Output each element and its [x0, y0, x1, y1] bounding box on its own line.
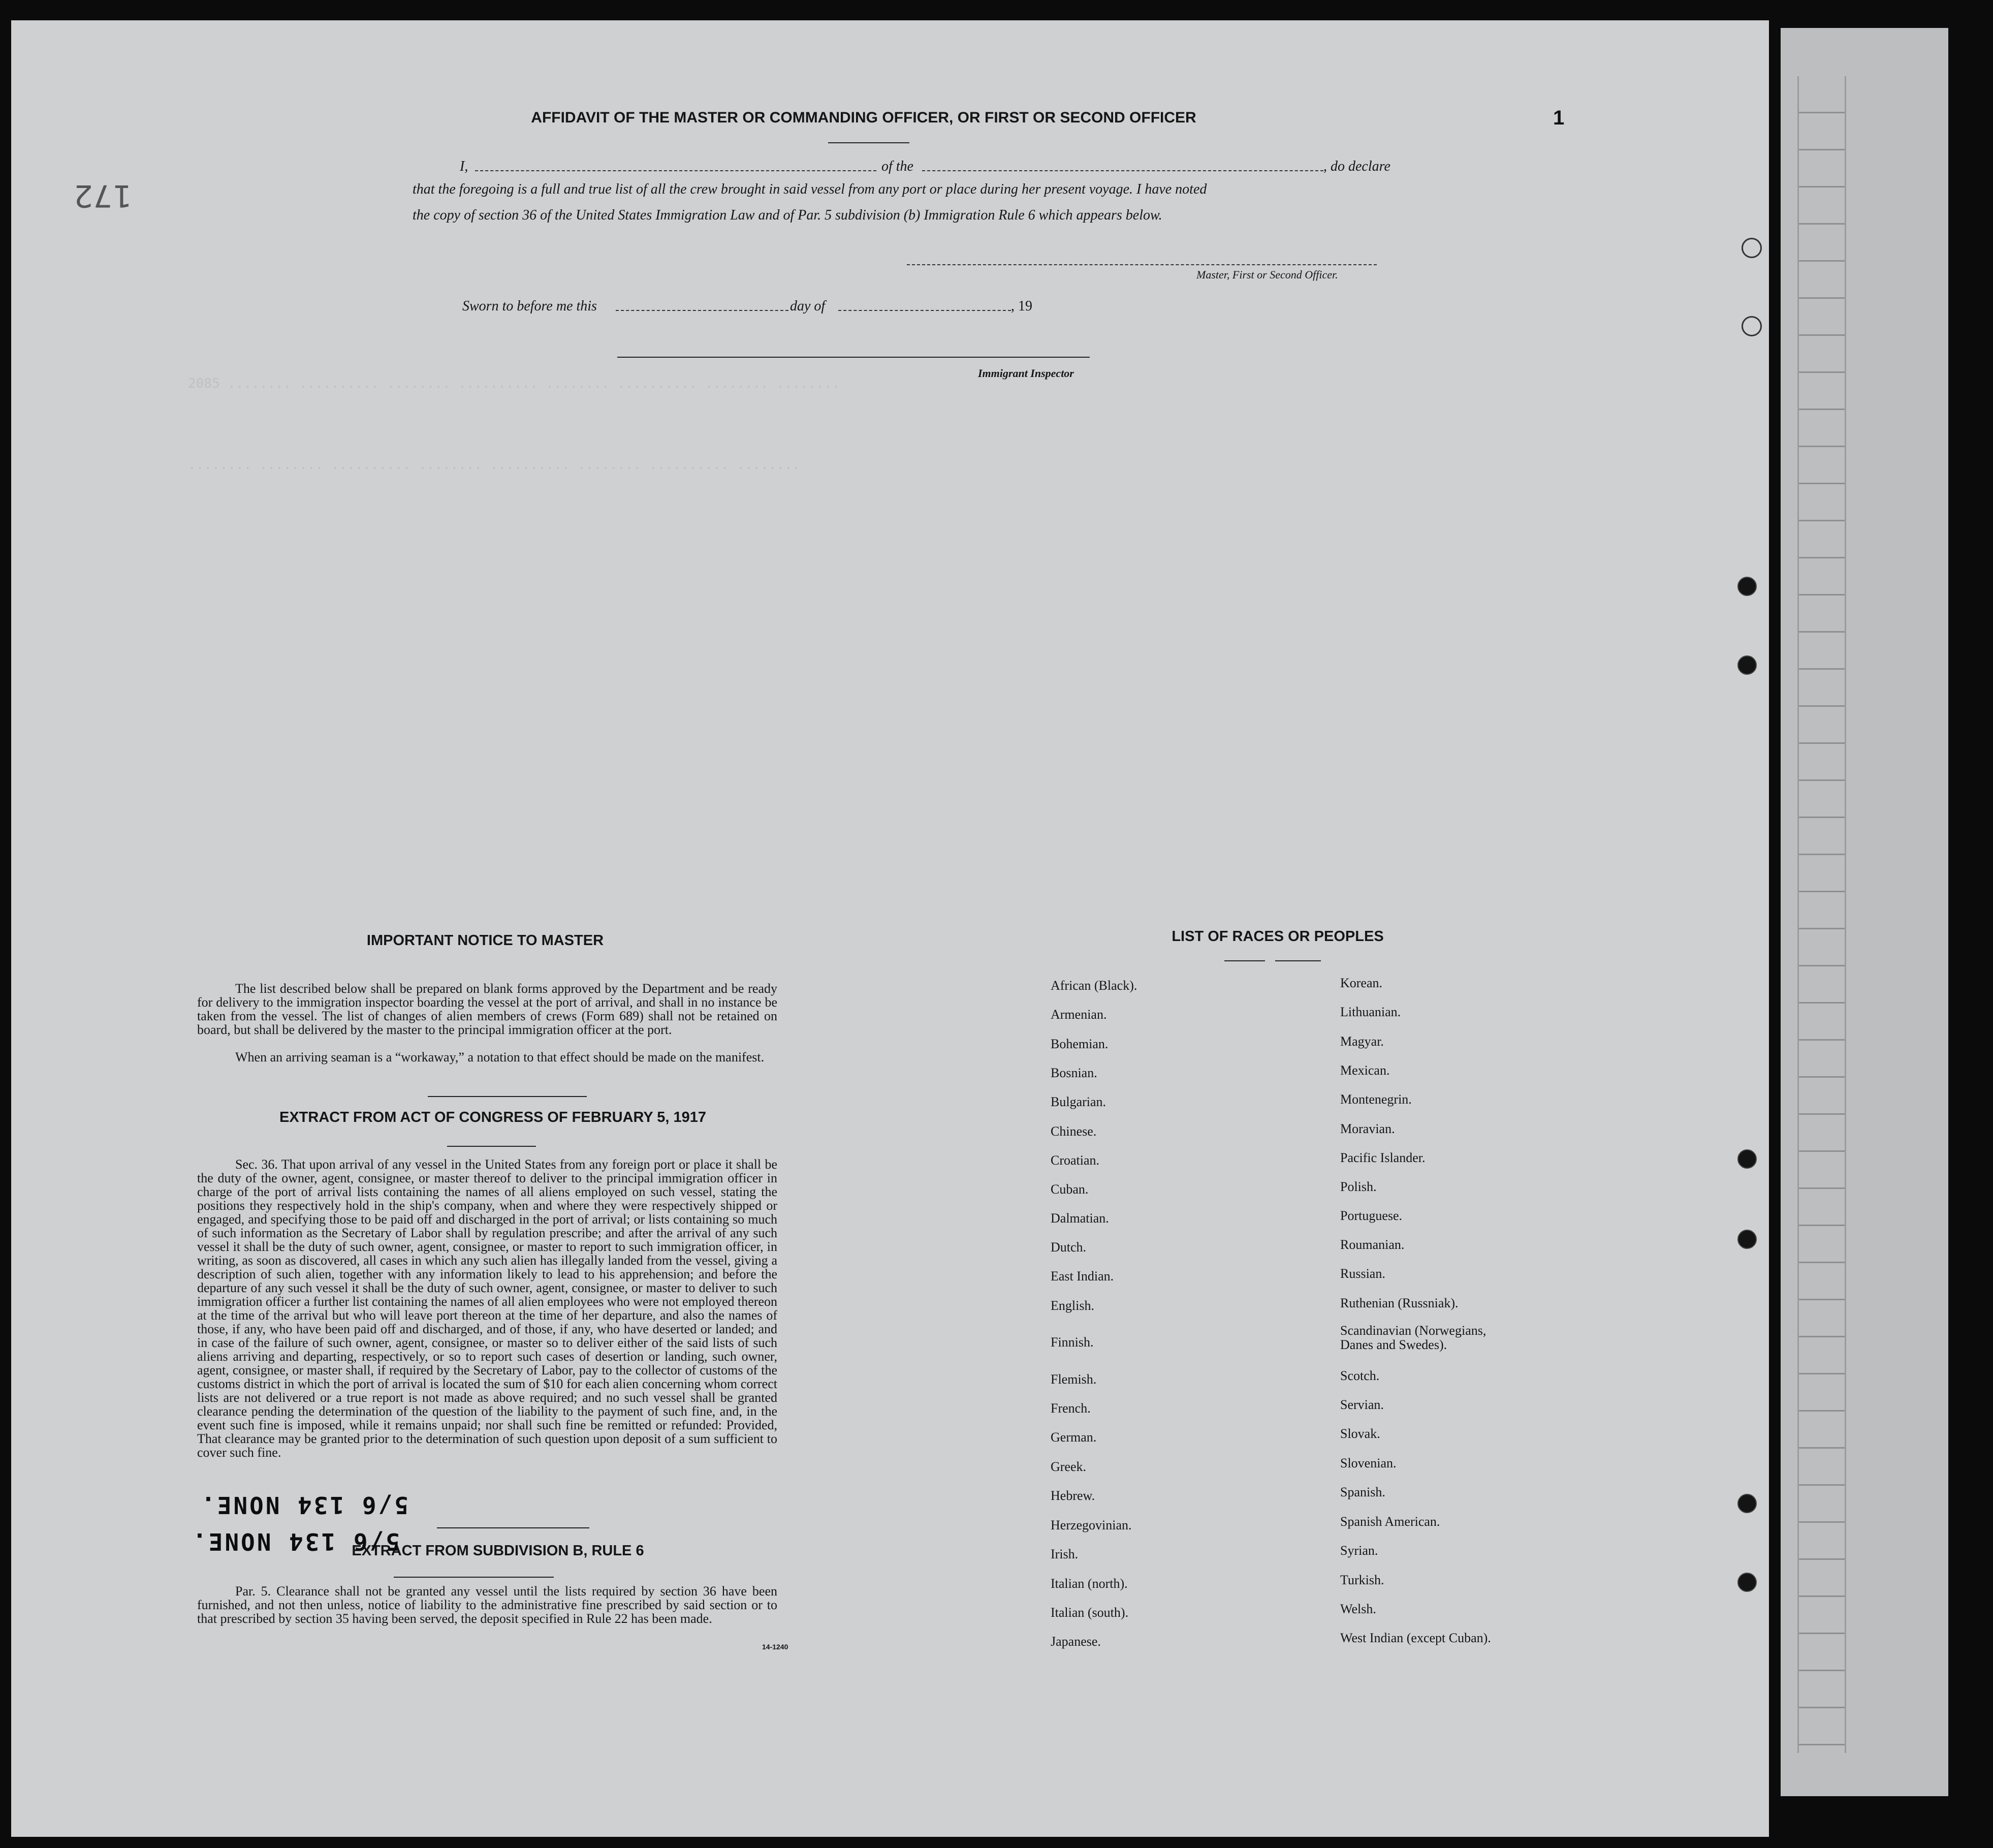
race-item: Bulgarian. [1051, 1094, 1106, 1109]
race-item: Moravian. [1340, 1121, 1395, 1136]
race-item: Portuguese. [1340, 1208, 1403, 1223]
notice-heading: IMPORTANT NOTICE TO MASTER [366, 932, 604, 949]
race-item: Russian. [1340, 1266, 1385, 1281]
signature-blank [907, 264, 1377, 265]
race-item: Flemish. [1051, 1372, 1097, 1387]
race-item: Pacific Islander. [1340, 1150, 1426, 1165]
race-item: Dalmatian. [1051, 1211, 1109, 1226]
divider [428, 1096, 587, 1097]
name-blank [475, 170, 876, 171]
race-item: Mexican. [1340, 1063, 1390, 1078]
race-item: Chinese. [1051, 1124, 1097, 1139]
race-item: East Indian. [1051, 1269, 1114, 1283]
race-item: Roumanian. [1340, 1237, 1405, 1252]
race-item: Scandinavian (Norwegians, Danes and Swedes). [1340, 1323, 1486, 1352]
declare-line-of-the: of the [881, 159, 913, 174]
races-underline [1275, 960, 1321, 961]
act-heading: EXTRACT FROM ACT OF CONGRESS OF FEBRUARY 5, 1917 [279, 1109, 707, 1125]
race-item: Spanish. [1340, 1485, 1385, 1499]
vessel-blank [922, 170, 1323, 171]
race-item: Servian. [1340, 1397, 1384, 1412]
race-item: Montenegrin. [1340, 1092, 1412, 1107]
race-item: Herzegovinian. [1051, 1518, 1132, 1532]
race-item: Italian (south). [1051, 1605, 1129, 1620]
declare-line-suffix: , do declare [1323, 159, 1390, 174]
divider [394, 1577, 554, 1578]
declare-line-2: that the foregoing is a full and true list of all the crew brought in said vessel from any port or place during her present voyage. I have noted [413, 181, 1207, 197]
ruled-margin-strip [1797, 76, 1846, 1753]
margin-note: 172 [74, 178, 132, 213]
race-item: French. [1051, 1401, 1091, 1416]
race-item: Turkish. [1340, 1573, 1384, 1587]
race-item: Ruthenian (Russniak). [1340, 1296, 1459, 1310]
race-item: Croatian. [1051, 1153, 1100, 1168]
race-item: Syrian. [1340, 1543, 1378, 1558]
race-item: Magyar. [1340, 1034, 1384, 1049]
race-item: Italian (north). [1051, 1576, 1128, 1591]
punch-hole [1742, 238, 1762, 258]
punch-hole [1737, 1573, 1757, 1592]
race-item: Dutch. [1051, 1240, 1087, 1255]
divider [447, 1146, 536, 1147]
punch-hole [1737, 1494, 1757, 1513]
race-item: Slovenian. [1340, 1456, 1397, 1470]
punch-hole [1737, 655, 1757, 675]
race-item: Welsh. [1340, 1602, 1376, 1616]
sworn-month-blank [838, 310, 1011, 311]
divider [437, 1527, 589, 1528]
race-item: Irish. [1051, 1547, 1079, 1561]
race-item: Armenian. [1051, 1007, 1107, 1022]
bleed-through-text: ........ ........ .......... ........ .......... ........ .......... ........ [188, 457, 801, 473]
punch-hole [1737, 1230, 1757, 1249]
inverted-stamp: 5/6 134 NONE. [191, 1528, 400, 1555]
inspector-signature-line [617, 357, 1090, 358]
race-item: Polish. [1340, 1179, 1377, 1194]
races-heading: LIST OF RACES OR PEOPLES [1172, 928, 1384, 945]
sworn-day-blank [616, 310, 788, 311]
race-item: Greek. [1051, 1459, 1087, 1474]
title-underline [828, 142, 909, 143]
race-item: Cuban. [1051, 1182, 1089, 1197]
race-item: African (Black). [1051, 978, 1137, 993]
race-item: Korean. [1340, 976, 1383, 990]
bleed-through-text: 2085 ........ .......... ........ .......... ........ .......... ........ ........ [188, 376, 840, 391]
race-item: Lithuanian. [1340, 1005, 1401, 1019]
race-item: Scotch. [1340, 1368, 1380, 1383]
rule-text: Par. 5. Clearance shall not be granted any vessel until the lists required by section 36 have been furnished, and not then unless, notice of liability to the administrative fine prescribed by said section or to that prescribed by section 35 having been served, the deposit specified in Rule 22 has been made. [197, 1584, 777, 1626]
race-item: Hebrew. [1051, 1488, 1095, 1503]
race-item: Japanese. [1051, 1634, 1101, 1649]
race-item: Finnish. [1051, 1335, 1094, 1350]
declare-line-i: I, [460, 159, 468, 174]
form-number: 14-1240 [762, 1643, 788, 1651]
sworn-year: , 19 [1011, 298, 1032, 314]
race-item: Bohemian. [1051, 1037, 1109, 1051]
punch-hole [1742, 316, 1762, 336]
race-item: English. [1051, 1298, 1094, 1313]
sworn-prefix: Sworn to before me this [462, 298, 597, 314]
races-underline [1224, 960, 1265, 961]
race-item: Spanish American. [1340, 1514, 1440, 1529]
notice-paragraph-2: When an arriving seaman is a “workaway,” a notation to that effect should be made on the manifest. [235, 1050, 765, 1064]
sworn-day-of: day of [790, 298, 826, 314]
signature-label: Master, First or Second Officer. [1196, 268, 1338, 281]
inverted-stamp: 5/6 134 NONE. [199, 1491, 409, 1519]
notice-paragraph-1: The list described below shall be prepared on blank forms approved by the Department and be ready for delivery to the immigration inspector boarding the vessel at the port of arrival, and shall in no instance be taken from the vessel. The list of changes of alien members of crews (Form 689) shall not be retained on board, but shall be delivered by the master to the principal immigration officer at the port. [197, 981, 777, 1037]
inspector-label: Immigrant Inspector [978, 367, 1074, 380]
punch-hole [1737, 577, 1757, 596]
document-page [11, 20, 1769, 1837]
declare-line-3: the copy of section 36 of the United States Immigration Law and of Par. 5 subdivision (b) Immigration Rule 6 which appears below. [413, 207, 1162, 223]
race-item: Bosnian. [1051, 1066, 1097, 1080]
race-item: German. [1051, 1430, 1097, 1445]
race-item: West Indian (except Cuban). [1340, 1631, 1491, 1645]
race-item: Slovak. [1340, 1426, 1380, 1441]
act-text: Sec. 36. That upon arrival of any vessel in the United States from any foreign port or place it shall be the duty of the owner, agent, consignee, or master thereof to deliver to the principal immigration officer in charge of the port of arrival lists containing the names of all aliens employed on such vessel, stating the positions they respectively hold in the ship's company, when and where they were respectively shipped or engaged, and specifying those to be paid off and discharged in the port of arrival; or lists containing so much of such information as the Secretary of Labor shall by regulation prescribe; and after the arrival of any such vessel it shall be the duty of such owner, agent, consignee, or master to report to such immigration officer, in writing, as soon as discovered, all cases in which any such alien has illegally landed from the vessel, giving a description of such alien, together with any information likely to lead to his apprehension; and before the departure of any such vessel it shall be the duty of such owner, agent, consignee, or master to deliver to such immigration officer a further list containing the names of all alien employees who were not employed thereon at the time of the arrival but who will leave port thereon at the time of her departure, and also the names of those, if any, who have been paid off and discharged, and of those, if any, who have deserted or landed; and in case of the failure of such owner, agent, consignee, or master so to deliver either of the said lists of such aliens arriving and departing, respectively, or so to report such cases of desertion or landing, such owner, agent, consignee, or master shall, if required by the Secretary of Labor, pay to the collector of customs of the customs district in which the port of arrival is located the sum of $10 for each alien concerning whom correct lists are not delivered or a true report is not made as above required; and no such vessel shall be granted clearance pending the determination of the question of the liability to the payment of such fine, and, in the event such fine is imposed, while it remains unpaid; nor shall such fine be remitted or refunded: Provided, That clearance may be granted prior to the determination of such question upon deposit of a sum sufficient to cover such fine. [197, 1157, 777, 1460]
affidavit-title: AFFIDAVIT OF THE MASTER OR COMMANDING OFFICER, OR FIRST OR SECOND OFFICER [531, 109, 1196, 126]
punch-hole [1737, 1149, 1757, 1169]
page-number: 1 [1553, 107, 1565, 129]
rule-heading: EXTRACT FROM SUBDIVISION B, RULE 6 [352, 1543, 644, 1559]
